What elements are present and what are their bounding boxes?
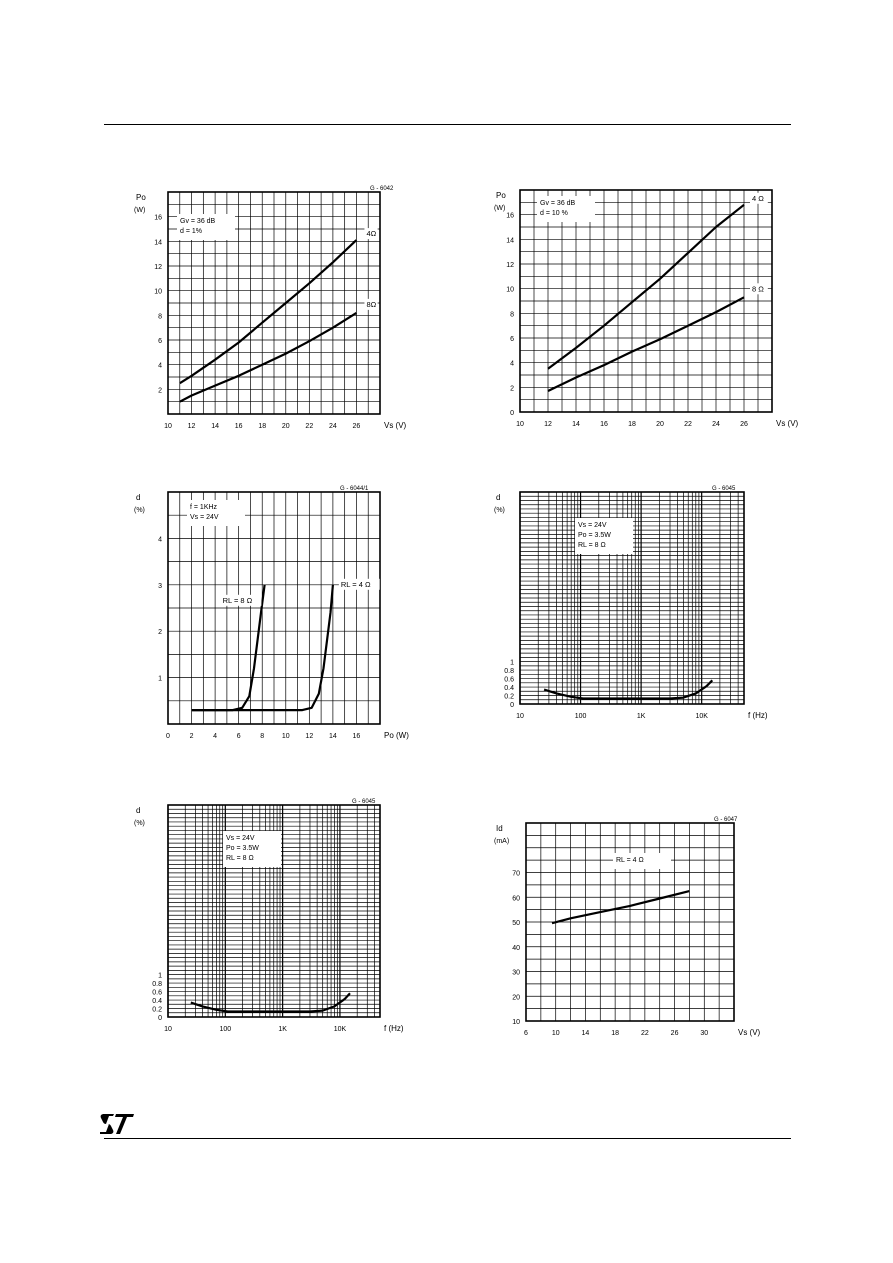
y-tick-label: 6 — [158, 338, 162, 345]
x-axis-label: Vs (V) — [776, 419, 799, 428]
y-tick-label: 10 — [506, 286, 514, 294]
y-axis-label: d — [136, 493, 141, 502]
y-tick-label: 0.2 — [504, 693, 514, 701]
condition-label: d = 10 % — [540, 210, 568, 217]
series-line — [552, 891, 689, 923]
x-tick-label: 8 — [260, 733, 265, 740]
x-tick-label: 26 — [740, 421, 748, 428]
y-tick-label: 0 — [158, 1015, 162, 1022]
y-axis-unit: (%) — [134, 820, 145, 827]
y-axis-label: Po — [496, 191, 506, 200]
series-label: RL = 4 Ω — [340, 579, 371, 589]
chart-quiescent-current-vs-vs — [490, 795, 774, 1045]
y-tick-label: 2 — [158, 629, 162, 637]
y-tick-label: 2 — [158, 387, 162, 395]
x-tick-label: 18 — [611, 1030, 620, 1037]
y-tick-label: 0.6 — [504, 676, 514, 684]
plot-grid — [168, 492, 380, 724]
x-tick-label: 10K — [695, 713, 708, 720]
x-tick-label: 24 — [712, 421, 720, 428]
condition-label: RL = 4 Ω — [616, 857, 644, 864]
condition-label: Po = 3.5W — [226, 845, 259, 852]
x-axis-label: Vs (V) — [384, 421, 407, 430]
y-axis-label: Po — [136, 193, 146, 202]
y-tick-label: 16 — [506, 212, 514, 220]
y-tick-label: 12 — [506, 262, 514, 269]
x-tick-label: 1K — [278, 1026, 287, 1033]
x-tick-label: 10 — [516, 713, 524, 720]
y-tick-label: 14 — [506, 237, 514, 245]
x-tick-label: 12 — [187, 423, 196, 430]
series-label: 4Ω — [366, 229, 377, 239]
y-tick-label: 50 — [512, 920, 520, 927]
chart-po-vs-vs-10pct — [490, 180, 812, 436]
figure-code: G - 6042 — [370, 186, 394, 192]
y-tick-label: 4 — [158, 362, 162, 370]
chart-distortion-vs-freq-b — [130, 795, 420, 1041]
y-tick-label: 0.8 — [504, 668, 514, 676]
condition-label: Gv = 36 dB — [180, 218, 216, 225]
figure-code: G - 6045 — [352, 799, 376, 805]
y-tick-label: 60 — [512, 895, 520, 903]
y-tick-label: 0.8 — [152, 981, 162, 989]
figure-code: G - 6045 — [712, 486, 736, 492]
x-tick-label: 10 — [516, 421, 524, 428]
condition-label: f = 1KHz — [190, 504, 218, 511]
y-tick-label: 6 — [510, 336, 514, 343]
y-tick-label: 14 — [154, 239, 162, 247]
y-tick-label: 1 — [158, 675, 162, 683]
x-tick-label: 16 — [234, 423, 243, 430]
y-tick-label: 0.6 — [152, 989, 162, 997]
x-axis-label: Po (W) — [384, 731, 409, 740]
x-tick-label: 14 — [572, 421, 580, 428]
series-label: RL = 8 Ω — [222, 595, 253, 605]
x-tick-label: 0 — [166, 733, 170, 740]
x-tick-label: 24 — [328, 423, 337, 430]
x-tick-label: 22 — [305, 423, 314, 430]
x-tick-label: 12 — [305, 733, 314, 740]
y-axis-label: Id — [496, 824, 503, 833]
figure-code: G - 6044/1 — [340, 486, 369, 492]
y-tick-label: 8 — [158, 313, 162, 321]
x-tick-label: 12 — [544, 421, 552, 428]
y-tick-label: 70 — [512, 870, 520, 878]
x-tick-label: 22 — [640, 1030, 649, 1037]
x-tick-label: 100 — [574, 713, 587, 720]
y-tick-label: 4 — [510, 360, 514, 368]
y-tick-label: 20 — [512, 994, 520, 1002]
x-tick-label: 30 — [700, 1030, 709, 1037]
x-tick-label: 1K — [636, 713, 646, 720]
y-tick-label: 0 — [510, 410, 514, 417]
x-tick-label: 6 — [524, 1030, 528, 1037]
condition-label: Vs = 24V — [190, 514, 219, 521]
x-tick-label: 20 — [656, 421, 664, 428]
x-tick-label: 14 — [211, 423, 220, 430]
x-tick-label: 26 — [352, 423, 361, 430]
x-axis-label: Vs (V) — [738, 1028, 761, 1037]
y-tick-label: 1 — [158, 972, 162, 980]
y-tick-label: 0.4 — [504, 685, 514, 693]
y-axis-unit: (mA) — [494, 838, 510, 845]
y-tick-label: 0.4 — [152, 998, 162, 1006]
x-tick-label: 10 — [164, 1026, 172, 1033]
y-axis-label: d — [136, 806, 141, 815]
y-tick-label: 4 — [158, 536, 162, 544]
x-tick-label: 22 — [684, 421, 692, 428]
chart-po-vs-vs-1pct — [130, 180, 420, 438]
y-axis-label: d — [496, 493, 501, 502]
series-label: 4 Ω — [752, 193, 764, 203]
y-tick-label: 30 — [512, 969, 520, 977]
x-tick-label: 14 — [581, 1030, 590, 1037]
condition-label: Gv = 36 dB — [540, 200, 576, 207]
x-tick-label: 100 — [219, 1026, 232, 1033]
y-axis-unit: (%) — [494, 507, 505, 514]
series-line — [180, 313, 357, 402]
x-tick-label: 10 — [164, 423, 172, 430]
y-tick-label: 0 — [510, 702, 514, 709]
x-axis-label: f (Hz) — [748, 711, 768, 720]
condition-label: Vs = 24V — [578, 522, 607, 529]
x-tick-label: 4 — [213, 733, 218, 740]
chart-distortion-vs-po — [130, 482, 420, 748]
condition-label: Vs = 24V — [226, 835, 255, 842]
y-tick-label: 12 — [154, 264, 162, 271]
y-tick-label: 2 — [510, 385, 514, 393]
y-tick-label: 3 — [158, 582, 162, 590]
x-tick-label: 18 — [628, 421, 636, 428]
x-tick-label: 10 — [551, 1030, 560, 1037]
y-axis-unit: (%) — [134, 507, 145, 514]
y-tick-label: 16 — [154, 214, 162, 222]
figure-code: G - 6047 — [714, 817, 738, 823]
condition-label: RL = 8 Ω — [578, 542, 606, 549]
y-tick-label: 0.2 — [152, 1006, 162, 1014]
x-tick-label: 18 — [258, 423, 267, 430]
x-tick-label: 16 — [352, 733, 361, 740]
header-rule — [104, 124, 791, 125]
x-tick-label: 10K — [333, 1026, 347, 1033]
series-label: 8 Ω — [752, 284, 764, 294]
y-tick-label: 10 — [512, 1019, 520, 1026]
y-tick-label: 8 — [510, 311, 514, 319]
condition-label: Po = 3.5W — [578, 532, 611, 539]
x-tick-label: 20 — [281, 423, 290, 430]
y-tick-label: 10 — [154, 288, 162, 296]
st-logo-icon — [100, 1112, 136, 1136]
x-tick-label: 10 — [281, 733, 290, 740]
plot-grid — [520, 190, 772, 412]
x-tick-label: 26 — [670, 1030, 679, 1037]
x-tick-label: 6 — [236, 733, 241, 740]
y-tick-label: 1 — [510, 659, 514, 667]
x-tick-label: 14 — [328, 733, 337, 740]
x-tick-label: 2 — [189, 733, 194, 740]
x-tick-label: 16 — [600, 421, 608, 428]
condition-label: RL = 8 Ω — [226, 855, 254, 862]
footer-rule — [104, 1138, 791, 1139]
chart-distortion-vs-freq-a — [490, 482, 784, 728]
y-axis-unit: (W) — [494, 205, 506, 212]
y-tick-label: 40 — [512, 944, 520, 952]
y-axis-unit: (W) — [134, 207, 146, 214]
series-label: 8Ω — [366, 299, 377, 309]
condition-label: d = 1% — [180, 228, 202, 235]
x-axis-label: f (Hz) — [384, 1024, 404, 1033]
